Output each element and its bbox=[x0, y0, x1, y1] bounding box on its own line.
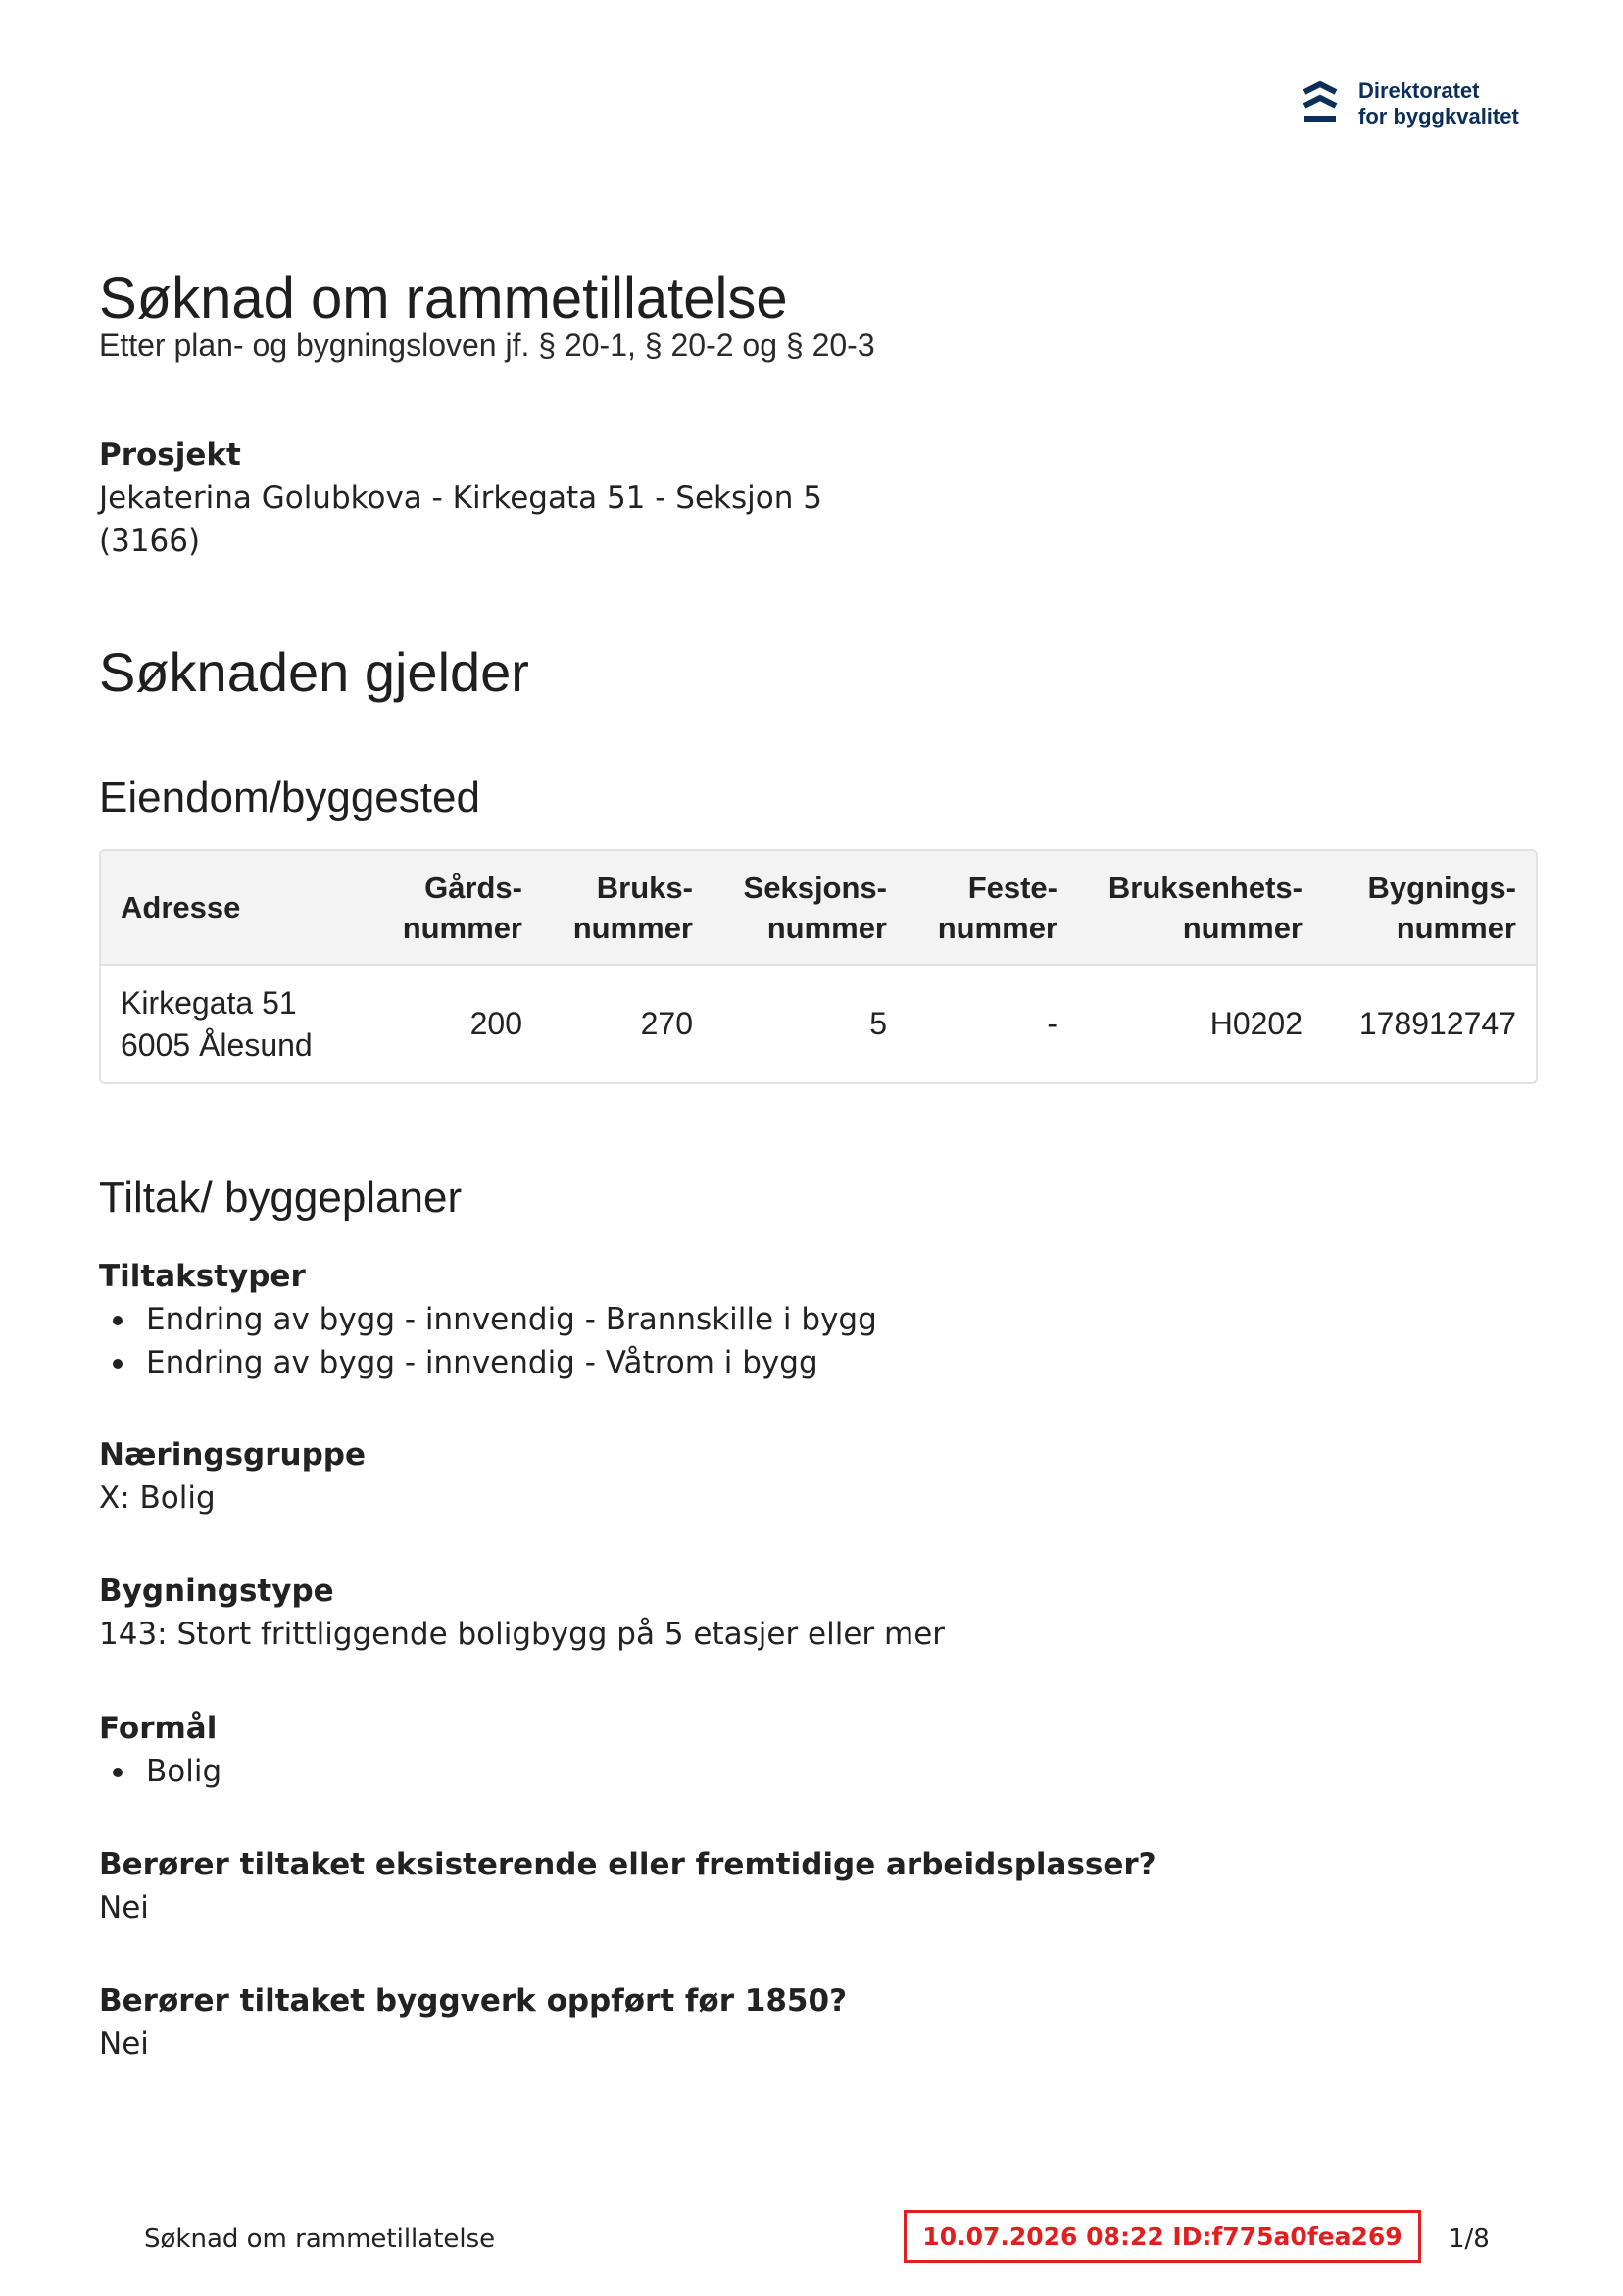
tiltakstyper-list bbox=[99, 1298, 877, 1384]
naeringsgruppe-value: X: Bolig bbox=[99, 1480, 216, 1516]
column-header-adresse: Adresse bbox=[121, 890, 241, 924]
logo-line-1: Direktoratet bbox=[1358, 78, 1480, 103]
column-header-bruksenhetsnummer: Bruksenhets- nummer bbox=[1107, 870, 1303, 945]
tiltak-heading: Tiltak/ byggeplaner bbox=[99, 1173, 463, 1222]
bygningstype-label: Bygningstype bbox=[99, 1573, 334, 1609]
list-item: Endring av bygg - innvendig - Våtrom i bygg bbox=[99, 1341, 877, 1384]
cell-gardsnummer: 200 bbox=[469, 1006, 522, 1041]
document-subtitle: Etter plan- og bygningsloven jf. § 20-1, § 20-2 og § 20-3 bbox=[99, 327, 875, 363]
cell-bruksenhetsnummer: H0202 bbox=[1209, 1006, 1303, 1041]
dibk-logo bbox=[1302, 78, 1519, 129]
bygningstype-block bbox=[99, 1570, 945, 1656]
column-header-bruksnummer: Bruks- nummer bbox=[572, 870, 693, 945]
cell-adresse: Kirkegata 51 6005 Ålesund bbox=[121, 984, 313, 1063]
cell-bruksnummer: 270 bbox=[640, 1006, 693, 1041]
byggverk-block bbox=[99, 1979, 847, 2066]
arbeidsplasser-value: Nei bbox=[99, 1890, 149, 1925]
column-header-seksjonsnummer: Seksjons- nummer bbox=[743, 870, 887, 945]
list-item: Endring av bygg - innvendig - Brannskille i bygg bbox=[99, 1298, 877, 1341]
prosjekt-label: Prosjekt bbox=[99, 437, 241, 473]
cell-bygningsnummer: 178912747 bbox=[1358, 1006, 1516, 1041]
logo-line-2: for byggkvalitet bbox=[1358, 104, 1519, 128]
formal-label: Formål bbox=[99, 1711, 218, 1746]
formal-list bbox=[99, 1750, 221, 1793]
logo-text bbox=[1358, 78, 1519, 129]
footer-page-number: 1/8 bbox=[1449, 2224, 1490, 2254]
table-row bbox=[101, 965, 1536, 1082]
table-header-row bbox=[101, 851, 1536, 965]
column-header-gardsnummer: Gårds- nummer bbox=[402, 870, 522, 945]
prosjekt-name: Jekaterina Golubkova - Kirkegata 51 - Seksjon 5 bbox=[99, 480, 822, 516]
bygningstype-value: 143: Stort frittliggende boligbygg på 5 etasjer eller mer bbox=[99, 1617, 946, 1652]
naeringsgruppe-label: Næringsgruppe bbox=[99, 1437, 367, 1472]
naeringsgruppe-block bbox=[99, 1433, 366, 1520]
column-header-festenummer: Feste- nummer bbox=[937, 870, 1057, 945]
arbeidsplasser-label: Berører tiltaket eksisterende eller fremtidige arbeidsplasser? bbox=[99, 1847, 1156, 1882]
byggverk-value: Nei bbox=[99, 2026, 149, 2062]
cell-seksjonsnummer: 5 bbox=[869, 1006, 887, 1041]
tiltakstyper-block bbox=[99, 1255, 877, 1384]
footer-title: Søknad om rammetillatelse bbox=[144, 2224, 496, 2254]
arbeidsplasser-block bbox=[99, 1843, 1156, 1929]
dibk-logo-icon bbox=[1302, 80, 1339, 127]
prosjekt-number: (3166) bbox=[99, 524, 201, 559]
prosjekt-block bbox=[99, 433, 822, 563]
byggverk-label: Berører tiltaket byggverk oppført før 1850? bbox=[99, 1983, 848, 2019]
list-item: Bolig bbox=[99, 1750, 221, 1793]
footer-stamp: 10.07.2026 08:22 ID:f775a0fea269 bbox=[904, 2210, 1421, 2263]
eiendom-table bbox=[99, 849, 1538, 1084]
cell-festenummer: - bbox=[1047, 1006, 1057, 1041]
eiendom-heading: Eiendom/byggested bbox=[99, 774, 480, 822]
document-title: Søknad om rammetillatelse bbox=[99, 267, 788, 330]
tiltakstyper-label: Tiltakstyper bbox=[99, 1259, 306, 1294]
section-heading: Søknaden gjelder bbox=[99, 641, 529, 703]
formal-block bbox=[99, 1707, 221, 1793]
column-header-bygningsnummer: Bygnings- nummer bbox=[1367, 870, 1516, 945]
